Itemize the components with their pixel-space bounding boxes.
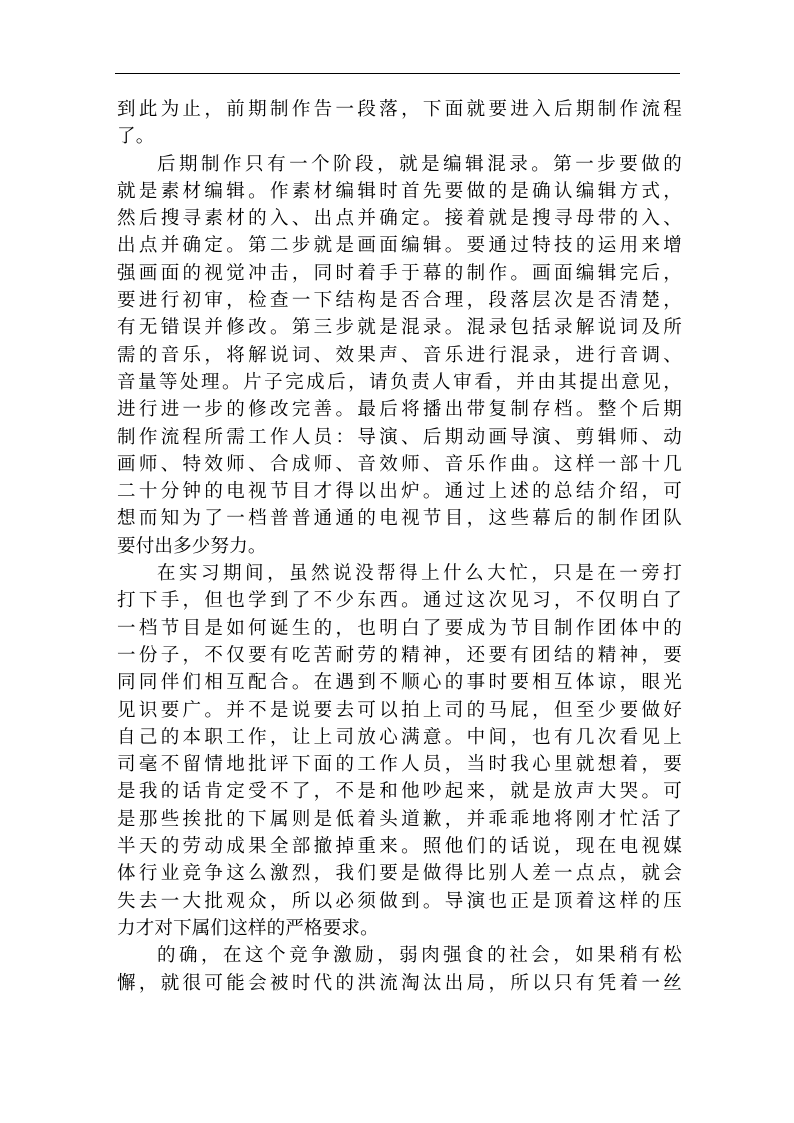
text-line: 是那些挨批的下属则是低着头道歉，并乖乖地将刚才忙活了 — [117, 808, 682, 830]
text-line: 失去一大批观众，所以必须做到。导演也正是顶着这样的压 — [117, 890, 682, 912]
paragraph — [117, 151, 682, 560]
header-rule — [115, 73, 680, 74]
text-line: 制作流程所需工作人员：导演、后期动画导演、剪辑师、动 — [117, 426, 682, 448]
text-line: 了。 — [117, 126, 155, 148]
text-line: 需的音乐，将解说词、效果声、音乐进行混录，进行音调、 — [117, 344, 682, 366]
text-line: 是我的话肯定受不了，不是和他吵起来，就是放声大哭。可 — [117, 781, 682, 803]
text-line: 强画面的视觉冲击，同时着手于幕的制作。画面编辑完后， — [117, 262, 682, 284]
text-line: 司毫不留情地批评下面的工作人员，当时我心里就想着，要 — [117, 754, 682, 776]
text-line: 画师、特效师、合成师、音效师、音乐作曲。这样一部十几 — [117, 453, 682, 475]
text-line: 出点并确定。第二步就是画面编辑。要通过特技的运用来增 — [117, 235, 682, 257]
text-line: 力才对下属们这样的严格要求。 — [117, 917, 379, 939]
text-line: 在实习期间，虽然说没帮得上什么大忙，只是在一旁打 — [157, 563, 682, 585]
text-line: 自己的本职工作，让上司放心满意。中间，也有几次看见上 — [117, 726, 682, 748]
text-line: 想而知为了一档普普通通的电视节目，这些幕后的制作团队 — [117, 508, 682, 530]
text-line: 然后搜寻素材的入、出点并确定。接着就是搜寻母带的入、 — [117, 208, 682, 230]
text-line: 要进行初审，检查一下结构是否合理，段落层次是否清楚， — [117, 290, 682, 312]
paragraph — [117, 560, 682, 942]
document-body — [117, 96, 682, 997]
text-line: 半天的劳动成果全部撤掉重来。照他们的话说，现在电视媒 — [117, 836, 682, 858]
text-line: 有无错误并修改。第三步就是混录。混录包括录解说词及所 — [117, 317, 682, 339]
text-line: 的确，在这个竞争激励，弱肉强食的社会，如果稍有松 — [157, 945, 682, 967]
paragraph — [117, 942, 682, 997]
text-line: 懈，就很可能会被时代的洪流淘汰出局，所以只有凭着一丝 — [117, 972, 682, 994]
text-line: 见识要广。并不是说要去可以拍上司的马屁，但至少要做好 — [117, 699, 682, 721]
text-line: 音量等处理。片子完成后，请负责人审看，并由其提出意见， — [117, 371, 682, 393]
text-line: 打下手，但也学到了不少东西。通过这次见习，不仅明白了 — [117, 590, 682, 612]
text-line: 一档节目是如何诞生的，也明白了要成为节目制作团体中的 — [117, 617, 682, 639]
text-line: 要付出多少努力。 — [117, 535, 267, 557]
text-line: 一份子，不仅要有吃苦耐劳的精神，还要有团结的精神，要 — [117, 644, 682, 666]
text-line: 到此为止，前期制作告一段落，下面就要进入后期制作流程 — [117, 99, 682, 120]
paragraph — [117, 96, 682, 151]
text-line: 体行业竞争这么激烈，我们要是做得比别人差一点点，就会 — [117, 863, 682, 885]
text-line: 后期制作只有一个阶段，就是编辑混录。第一步要做的 — [157, 153, 682, 175]
text-line: 进行进一步的修改完善。最后将播出带复制存档。整个后期 — [117, 399, 682, 421]
text-line: 就是素材编辑。作素材编辑时首先要做的是确认编辑方式， — [117, 180, 682, 202]
text-line: 同同伴们相互配合。在遇到不顺心的事时要相互体谅，眼光 — [117, 672, 682, 694]
text-line: 二十分钟的电视节目才得以出炉。通过上述的总结介绍，可 — [117, 481, 682, 503]
